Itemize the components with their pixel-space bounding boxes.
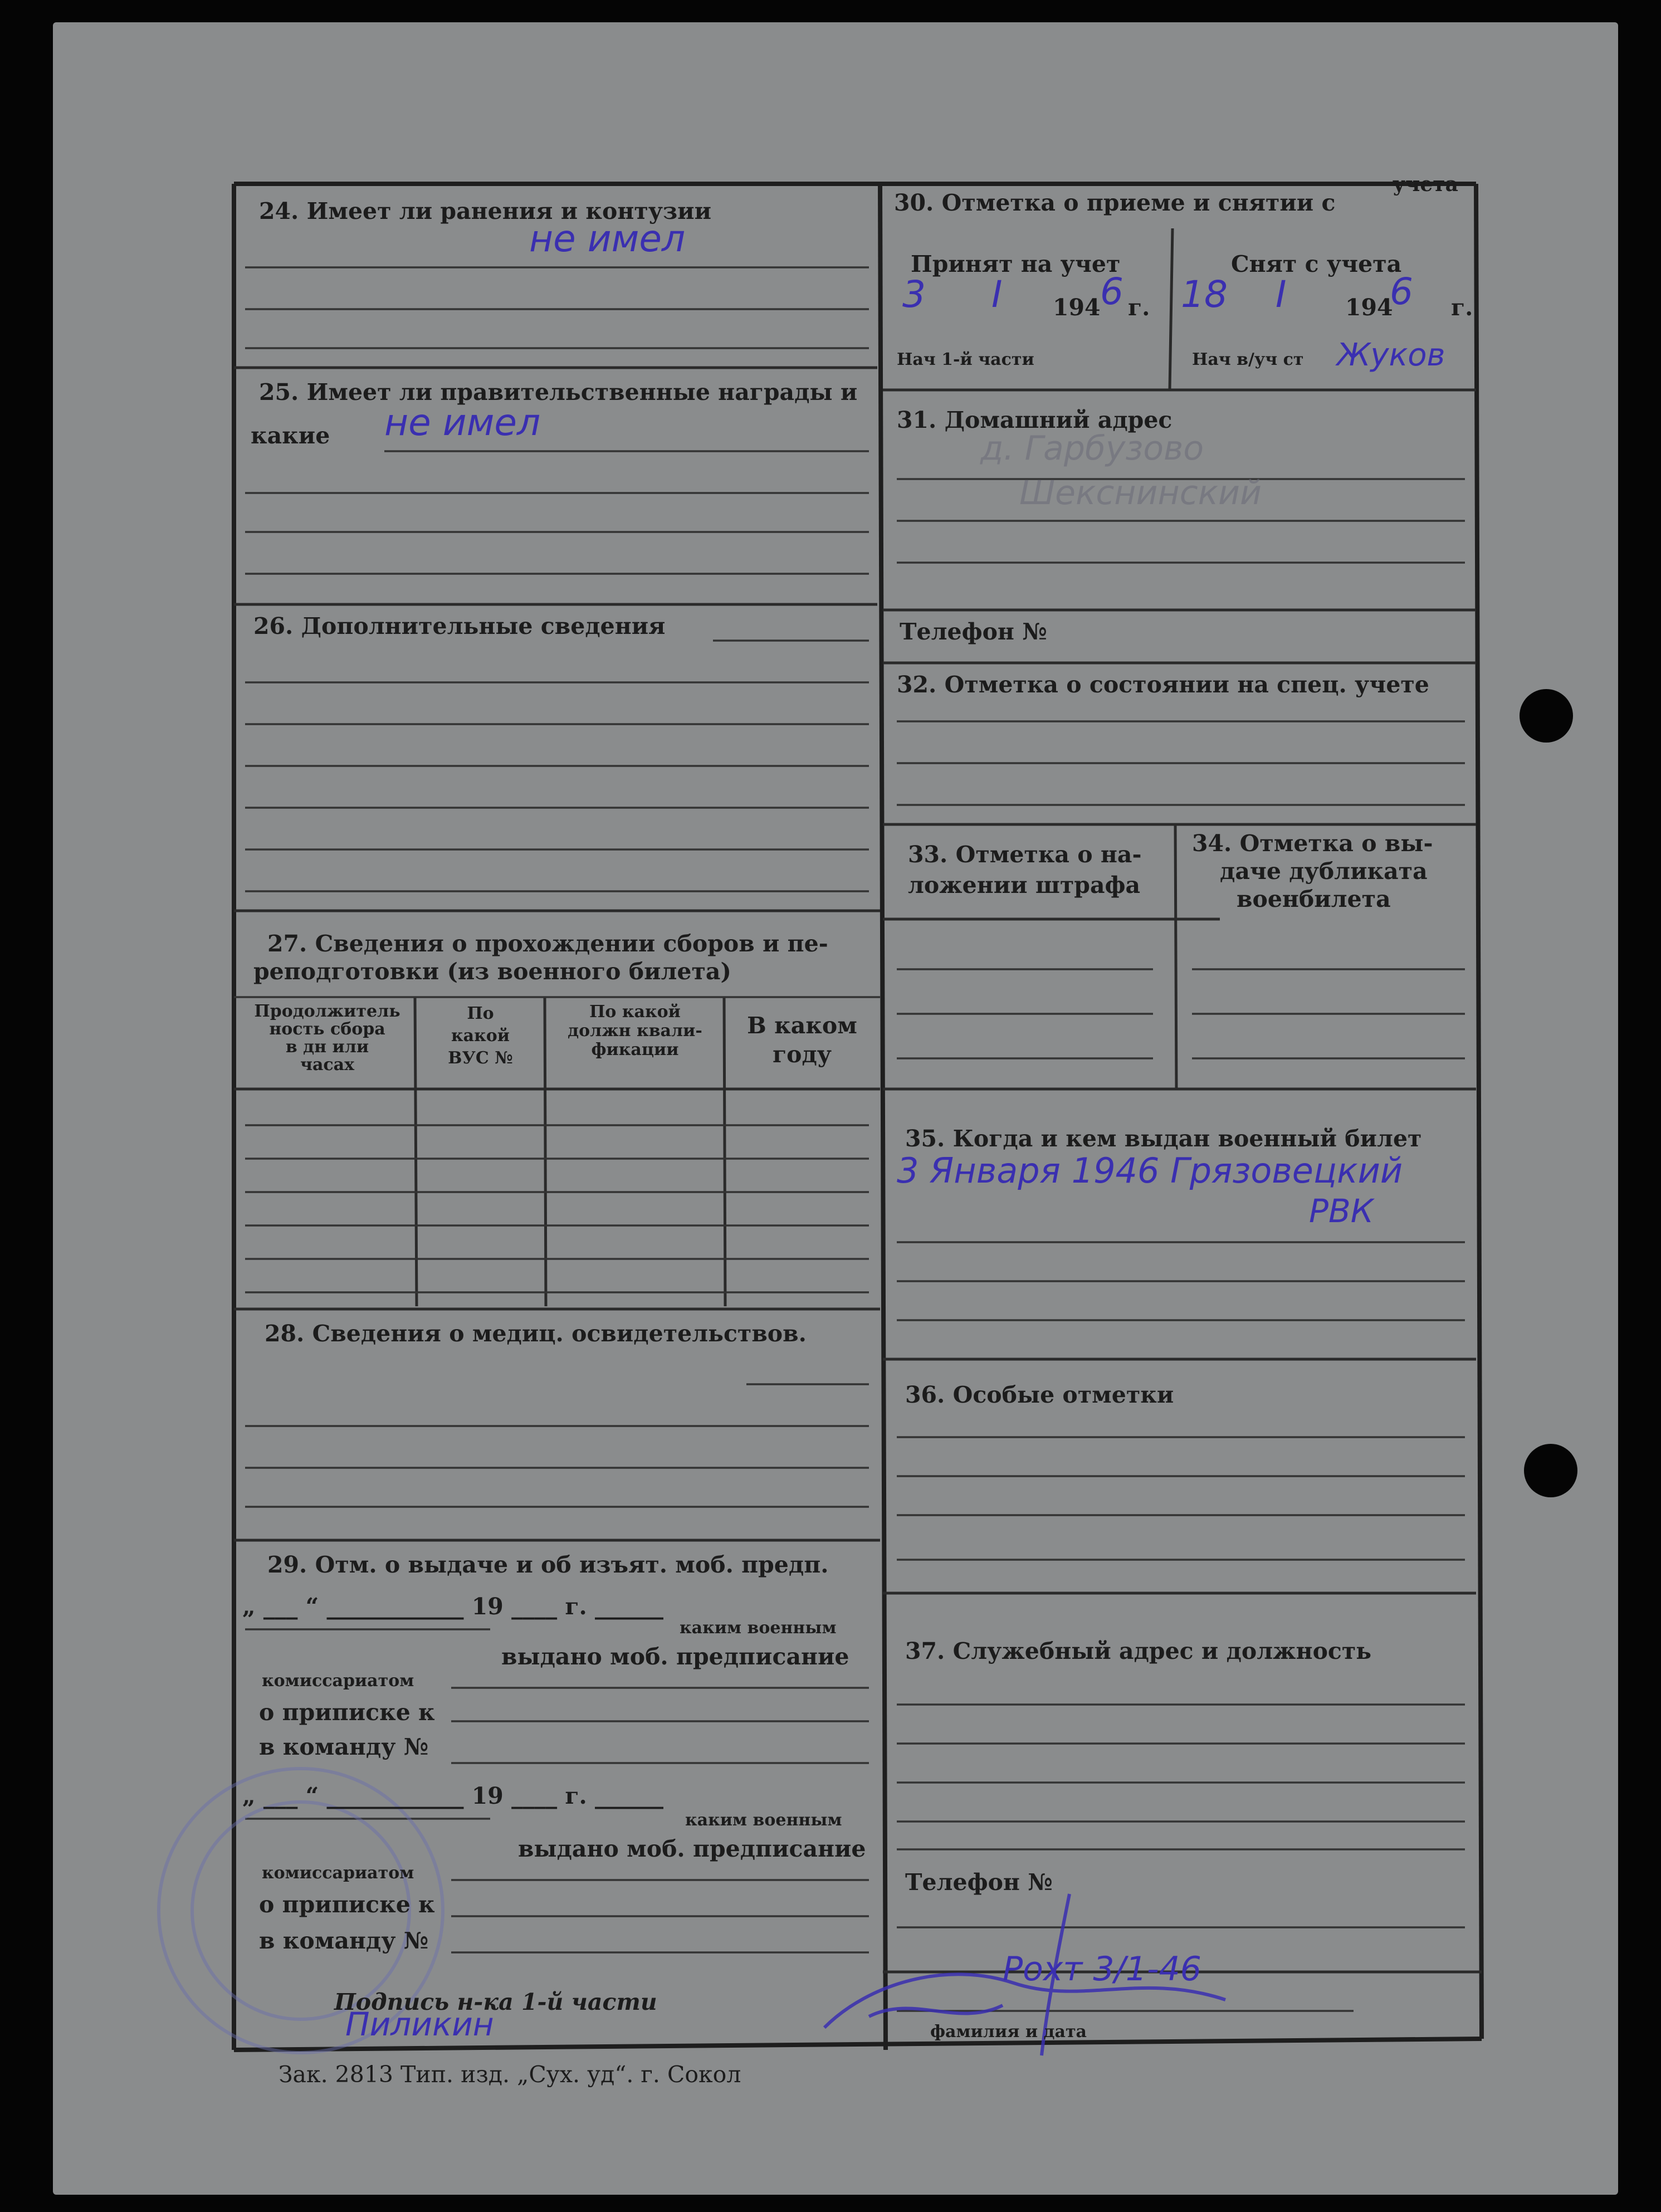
field-28-label: 28. Сведения о медиц. освидетельствов. <box>265 1320 807 1347</box>
field-29-kakim-1: каким военным <box>680 1618 837 1638</box>
field-35-handwritten-1: 3 Января 1946 Грязовецкий <box>897 1150 1403 1191</box>
field-36-label: 36. Особые отметки <box>905 1381 1174 1408</box>
field-33-label-cont: ложении штрафа <box>908 872 1141 899</box>
prinyat-year-prefix: 194 <box>1053 294 1101 321</box>
field-31-label: 31. Домашний адрес <box>897 407 1173 433</box>
prinyat-day: 3 <box>902 273 926 316</box>
field-29-vydano-2: выдано моб. предписание <box>518 1835 866 1862</box>
familiya-label: фамилия и дата <box>930 2022 1087 2042</box>
field-31-handwritten-1: д. Гарбузово <box>980 429 1204 468</box>
signature-handwritten-left: Пиликин <box>345 2005 494 2043</box>
table-27-header-duration: Продолжитель ность сбора в дн или часах <box>254 1002 400 1075</box>
nach-vuch-st: Нач в/уч ст <box>1192 350 1304 369</box>
snyat-year-digit: 6 <box>1390 270 1413 313</box>
prinyat-year-digit: 6 <box>1100 270 1123 313</box>
field-25-label-cont: какие <box>251 422 330 449</box>
prinyat-g: г. <box>1128 294 1150 321</box>
prinyat-month: I <box>991 273 1003 316</box>
field-32-label: 32. Отметка о состоянии на спец. учете <box>897 671 1429 698</box>
prinyat-label: Принят на учет <box>911 251 1121 277</box>
snyat-g: г. <box>1451 294 1473 321</box>
snyat-day: 18 <box>1181 273 1228 316</box>
field-26-label: 26. Дополнительные сведения <box>253 613 666 639</box>
nach-1-chasti: Нач 1-й части <box>897 350 1034 369</box>
field-34-label: 34. Отметка о вы- <box>1192 830 1433 857</box>
field-34-label-cont: даче дубликата <box>1220 858 1428 885</box>
field-33-label: 33. Отметка о на- <box>908 841 1142 868</box>
telefon-2: Телефон № <box>905 1869 1053 1896</box>
field-30-label-cont: учета <box>1393 173 1458 196</box>
snyat-label: Снят с учета <box>1231 251 1402 277</box>
field-29-komandu-1: в команду № <box>259 1734 429 1760</box>
field-29-kakim-2: каким военным <box>685 1810 842 1830</box>
field-34-label-cont2: военбилета <box>1237 886 1391 912</box>
field-37-label: 37. Служебный адрес и должность <box>905 1638 1372 1664</box>
field-25-label: 25. Имеет ли правительственные награды и <box>259 379 858 406</box>
signature-handwritten: Рохт 3/1-46 <box>1003 1950 1201 1989</box>
field-24-handwritten: не имел <box>529 217 686 260</box>
table-27-header-year: В каком году <box>747 1012 857 1068</box>
table-27-header-qualification: По какой должн квали- фикации <box>568 1002 702 1059</box>
field-29-komiss-1: комиссариатом <box>262 1671 414 1691</box>
signature-label: Подпись н-ка 1-й части <box>334 1989 657 2015</box>
field-29-komandu-2: в команду № <box>259 1927 429 1954</box>
snyat-year-prefix: 194 <box>1345 294 1393 321</box>
field-29-vydano-1: выдано моб. предписание <box>501 1643 849 1670</box>
field-35-label: 35. Когда и кем выдан военный билет <box>905 1125 1422 1152</box>
field-35-handwritten-2: РВК <box>1309 1192 1374 1230</box>
field-29-label: 29. Отм. о выдаче и об изъят. моб. предп. <box>267 1551 829 1578</box>
field-25-handwritten: не имел <box>384 401 541 444</box>
telefon-1: Телефон № <box>900 618 1047 645</box>
field-27-label-cont: реподготовки (из военного билета) <box>253 958 731 985</box>
nach-vuch-signature: Жуков <box>1337 337 1445 373</box>
field-29-date-row-1: „ ___ “ ____________ 19 ____ г. ______ <box>242 1593 664 1620</box>
field-29-pripiske-2: о приписке к <box>259 1891 435 1918</box>
field-29-pripiske-1: о приписке к <box>259 1699 435 1726</box>
field-31-handwritten-2: Шекснинский <box>1019 473 1262 512</box>
field-24-label: 24. Имеет ли ранения и контузии <box>259 198 711 224</box>
field-30-label: 30. Отметка о приеме и снятии с <box>894 189 1336 216</box>
field-27-label: 27. Сведения о прохождении сборов и пе- <box>267 930 828 957</box>
print-footer: Зак. 2813 Тип. изд. „Сух. уд“. г. Сокол <box>279 2061 741 2088</box>
table-27-header-vus: По какой ВУС № <box>448 1004 513 1068</box>
snyat-month: I <box>1276 273 1287 316</box>
field-29-date-row-2: „ ___ “ ____________ 19 ____ г. ______ <box>242 1783 664 1809</box>
field-29-komiss-2: комиссариатом <box>262 1863 414 1883</box>
